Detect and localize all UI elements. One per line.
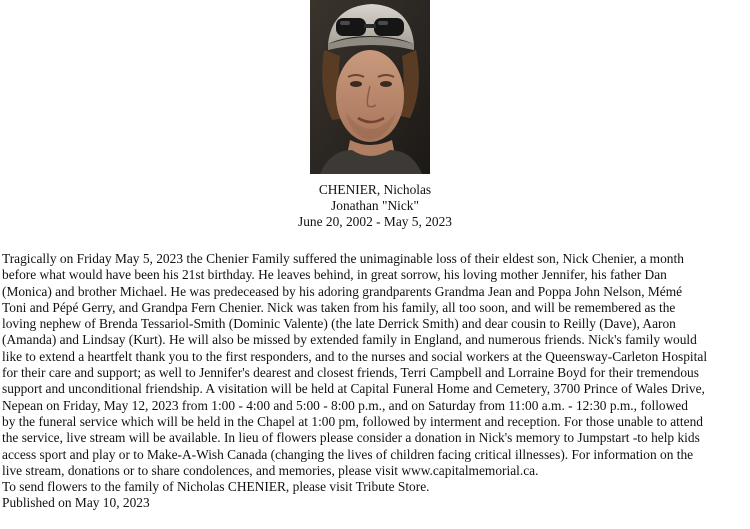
life-dates: June 20, 2002 - May 5, 2023 — [298, 214, 452, 230]
obituary-body — [2, 251, 750, 512]
obituary-line: loving nephew of Brenda Tessariol-Smith (Dominic Valente) (the late Derrick Smith) and dear cousin to Reilly (Dave), Aaron — [2, 316, 676, 332]
obituary-header — [0, 182, 750, 231]
obituary-line: (Monica) and brother Michael. He was predeceased by his adoring grandparents Grandma Jean and Poppa John Nelson, Mémé — [2, 283, 683, 299]
published-date: Published on May 10, 2023 — [2, 495, 150, 511]
obituary-line: Nepean on Friday, May 12, 2023 from 1:00 - 4:00 and 5:00 - 8:00 p.m., and on Saturday from 11:00 a.m. - 12:30 p.m., followed — [2, 397, 688, 413]
obituary-line: support and unconditional friendship. A visitation will be held at Capital Funeral Home and Cemetery, 3700 Prince of Wales Drive, — [2, 381, 705, 397]
obituary-line: (Amanda) and Lindsay (Kurt). He will also be missed by extended family in England, and numerous friends. Nick's family would — [2, 332, 697, 348]
obituary-line: Toni and Pépé Gerry, and Grandpa Fern Chenier. Nick was taken from his family, all too soon, and will be remembered as the — [2, 299, 676, 315]
obituary-line: Tragically on Friday May 5, 2023 the Chenier Family suffered the unimaginable loss of their eldest son, Nick Chenier, a month — [2, 251, 684, 266]
obituary-line: by the funeral service which will be held in the Chapel at 1:00 pm, followed by interment and reception. For those unable to attend — [2, 413, 703, 429]
obituary-line: access sport and play or to Make-A-Wish Canada (changing the lives of children facing critical illnesses). For information on the — [2, 446, 694, 462]
deceased-name-line1: CHENIER, Nicholas — [318, 182, 432, 197]
obituary-line: like to extend a heartfelt thank you to the first responders, and to the nurses and social workers at the Queensway-Carleton Hospital — [2, 348, 708, 364]
obituary-line: live stream, donations or to share condolences, and memories, please visit www.capitalmemorial.ca. — [2, 462, 539, 478]
obituary-line: for their care and support; as well to Jennifer's dearest and closest friends, Terri Campbell and Lorraine Boyd for their tremendous — [2, 365, 699, 381]
obituary-line: the service, live stream will be available. In lieu of flowers please consider a donation in Nick's memory to Jumpstart -to help kids — [2, 430, 700, 446]
deceased-name-line2: Jonathan "Nick" — [331, 198, 419, 214]
portrait-photo — [310, 0, 430, 174]
obituary-line: before what would have been his 21st birthday. He leaves behind, in great sorrow, his loving mother Jennifer, his father Dan — [2, 267, 667, 283]
portrait-image — [310, 0, 430, 174]
flowers-link-text[interactable]: To send flowers to the family of Nicholas CHENIER, please visit Tribute Store. — [2, 479, 430, 495]
obituary-text — [2, 251, 750, 512]
